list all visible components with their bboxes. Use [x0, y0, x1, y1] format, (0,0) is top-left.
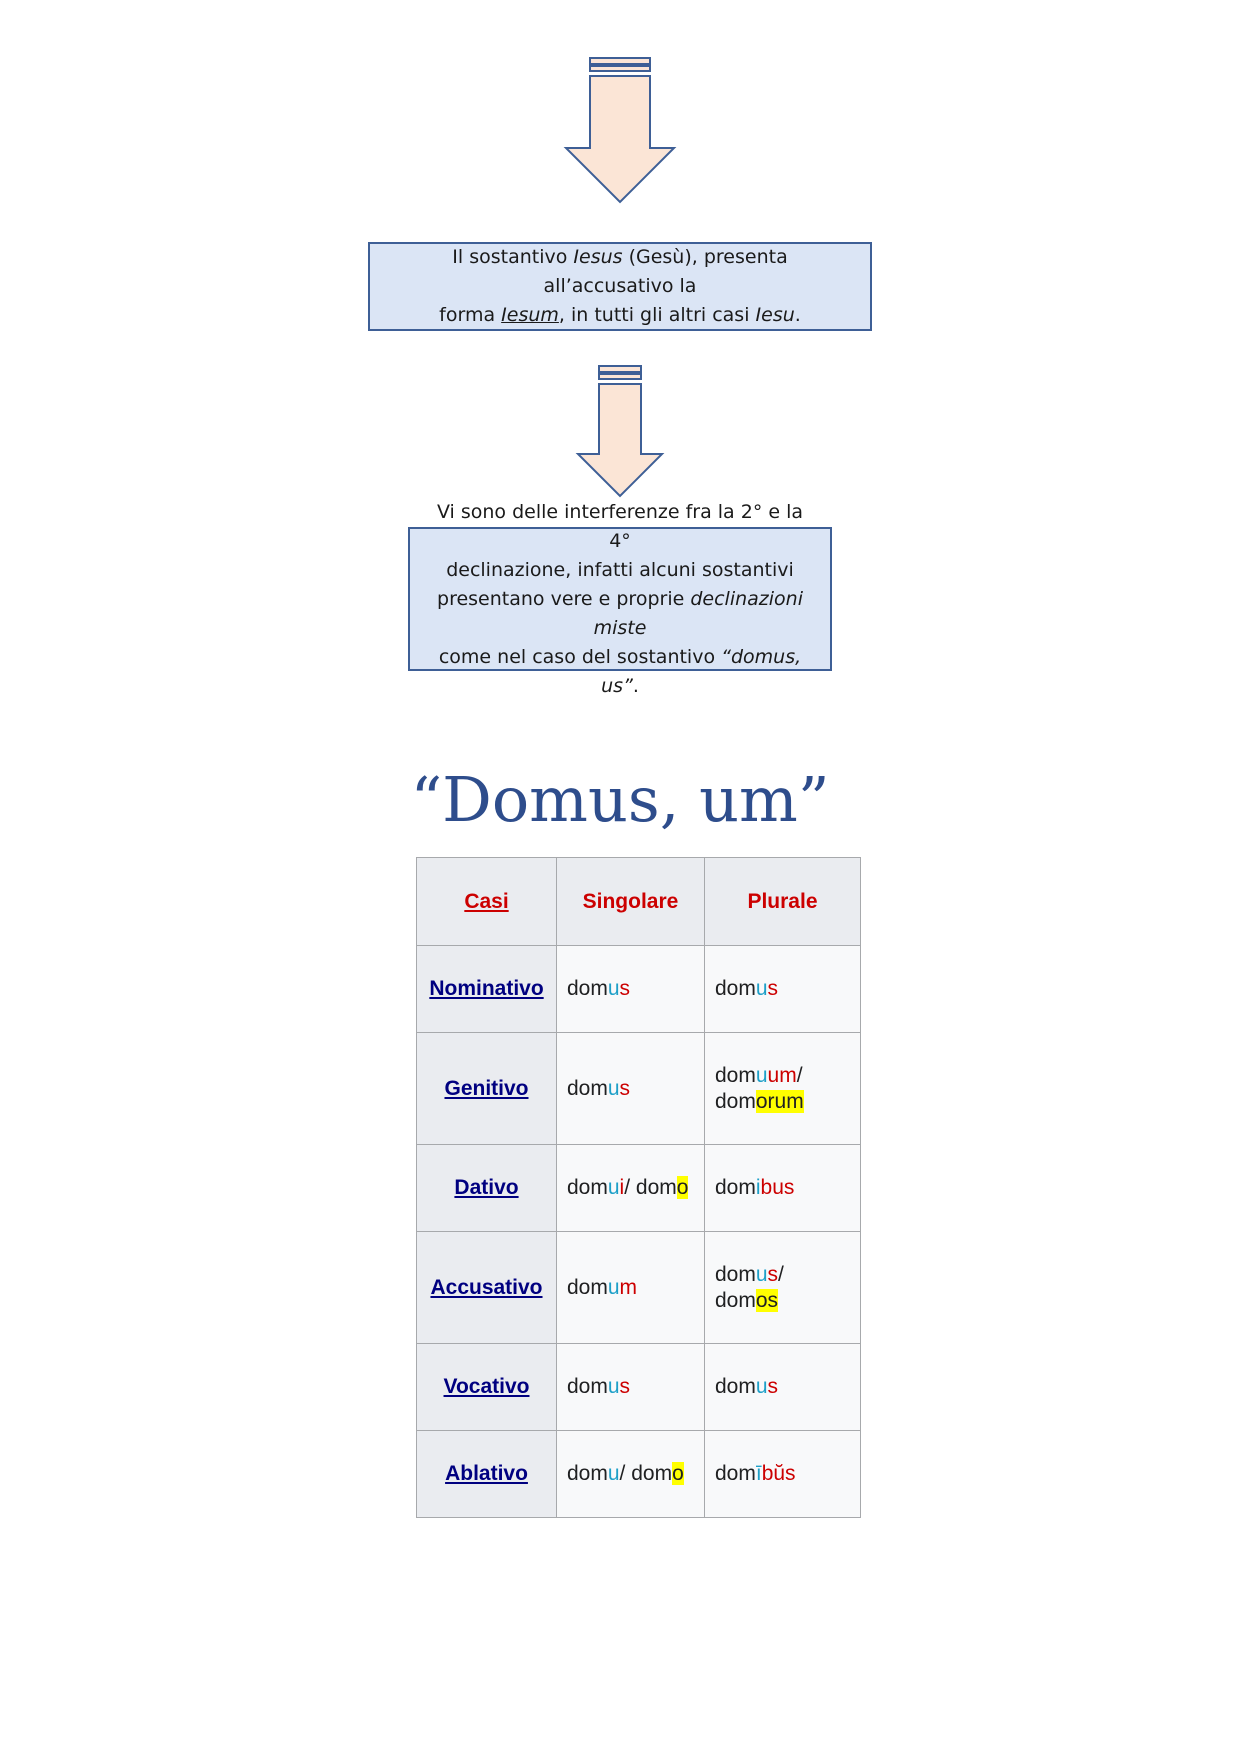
separator: /	[796, 1063, 803, 1087]
case-cell	[417, 1344, 557, 1431]
stem: dom	[567, 1462, 608, 1485]
stem: dom	[567, 1176, 608, 1199]
stem: dom	[635, 1176, 677, 1199]
stem: dom	[715, 1375, 756, 1398]
declension-table	[416, 857, 861, 1518]
ending: bus	[760, 1176, 795, 1199]
header-casi-label[interactable]: Casi	[464, 889, 509, 913]
ending: bŭs	[761, 1462, 796, 1485]
vowel: u	[755, 1063, 768, 1087]
table-row	[417, 946, 861, 1033]
text: forma	[439, 304, 502, 326]
stem: dom	[715, 1063, 756, 1087]
singular-cell	[557, 946, 705, 1033]
ending: s	[619, 977, 631, 1000]
text: come nel caso del sostantivo	[438, 645, 722, 668]
vowel: u	[607, 977, 620, 1000]
plural-cell	[705, 946, 861, 1033]
case-link[interactable]: Nominativo	[429, 977, 544, 1000]
separator: /	[619, 1462, 632, 1485]
header-casi	[417, 858, 557, 946]
stem: dom	[715, 1176, 756, 1199]
down-arrow-icon	[560, 56, 680, 206]
vowel: u	[755, 977, 768, 1000]
vowel: u	[607, 1275, 620, 1299]
page-title: “Domus, um”	[410, 763, 830, 836]
vowel: u	[607, 1462, 620, 1485]
header-singolare: Singolare	[557, 858, 705, 946]
table-row	[417, 1145, 861, 1232]
highlighted-ending: o	[672, 1462, 684, 1485]
ending: m	[619, 1275, 638, 1299]
vowel: u	[607, 1076, 620, 1100]
vowel: u	[755, 1262, 768, 1286]
ending: s	[767, 1262, 779, 1286]
table-row	[417, 1232, 861, 1344]
plural-cell	[705, 1033, 861, 1145]
singular-cell	[557, 1431, 705, 1518]
table-row	[417, 1431, 861, 1518]
text: (Gesù), presenta all’accusativo la	[543, 246, 788, 297]
text-italic-underlined: Iesum	[501, 304, 559, 326]
vowel: ī	[755, 1462, 762, 1485]
header-plurale: Plurale	[705, 858, 861, 946]
case-link[interactable]: Accusativo	[430, 1275, 543, 1299]
singular-cell	[557, 1033, 705, 1145]
separator: /	[624, 1176, 636, 1199]
ending: um	[767, 1063, 797, 1087]
text: Il sostantivo	[452, 246, 574, 268]
text-italic: Iesu	[755, 304, 795, 326]
stem: dom	[631, 1462, 673, 1485]
stem: dom	[567, 1076, 608, 1100]
case-cell	[417, 946, 557, 1033]
stem: dom	[715, 1262, 756, 1286]
stem: dom	[567, 1275, 608, 1299]
table-row	[417, 1344, 861, 1431]
case-link[interactable]: Ablativo	[445, 1462, 528, 1485]
case-cell	[417, 1033, 557, 1145]
stem: dom	[715, 1288, 756, 1312]
highlighted-ending: os	[755, 1288, 779, 1312]
plural-cell	[705, 1344, 861, 1431]
info-box-mixed-declensions	[408, 500, 832, 697]
case-link[interactable]: Genitivo	[444, 1076, 529, 1100]
down-arrow-icon	[572, 364, 668, 500]
text: , in tutti gli altri casi	[558, 304, 756, 326]
vowel: u	[607, 1176, 620, 1199]
plural-cell	[705, 1232, 861, 1344]
highlighted-ending: orum	[755, 1089, 804, 1113]
text-line: Vi sono delle interferenze fra la 2° e la 4°	[436, 500, 804, 552]
vowel: u	[607, 1375, 620, 1398]
stem: dom	[715, 977, 756, 1000]
plural-cell	[705, 1431, 861, 1518]
case-link[interactable]: Vocativo	[443, 1375, 530, 1398]
singular-cell	[557, 1344, 705, 1431]
stem: dom	[715, 1462, 756, 1485]
highlighted-ending: o	[676, 1176, 689, 1199]
ending: s	[767, 977, 779, 1000]
vowel: i	[755, 1176, 761, 1199]
singular-cell	[557, 1232, 705, 1344]
table-row	[417, 1033, 861, 1145]
ending: i	[619, 1176, 625, 1199]
ending: s	[619, 1076, 631, 1100]
text-line: declinazione, infatti alcuni sostantivi	[446, 558, 794, 581]
text-italic: Iesus	[573, 246, 623, 268]
stem: dom	[567, 1375, 608, 1398]
stem: dom	[715, 1089, 756, 1113]
stem: dom	[567, 977, 608, 1000]
case-cell	[417, 1145, 557, 1232]
table-header-row	[417, 858, 861, 946]
info-box-iesus	[368, 242, 872, 331]
text: presentano vere e proprie	[437, 587, 691, 610]
case-cell	[417, 1431, 557, 1518]
plural-cell	[705, 1145, 861, 1232]
ending: s	[619, 1375, 631, 1398]
case-cell	[417, 1232, 557, 1344]
singular-cell	[557, 1145, 705, 1232]
case-link[interactable]: Dativo	[454, 1176, 519, 1199]
text: .	[632, 674, 639, 697]
text-italic: declinazioni miste	[593, 587, 803, 639]
text: .	[794, 304, 801, 326]
ending: s	[767, 1375, 779, 1398]
vowel: u	[755, 1375, 768, 1398]
text-italic: “domus, us”	[601, 645, 802, 697]
separator: /	[778, 1262, 784, 1286]
